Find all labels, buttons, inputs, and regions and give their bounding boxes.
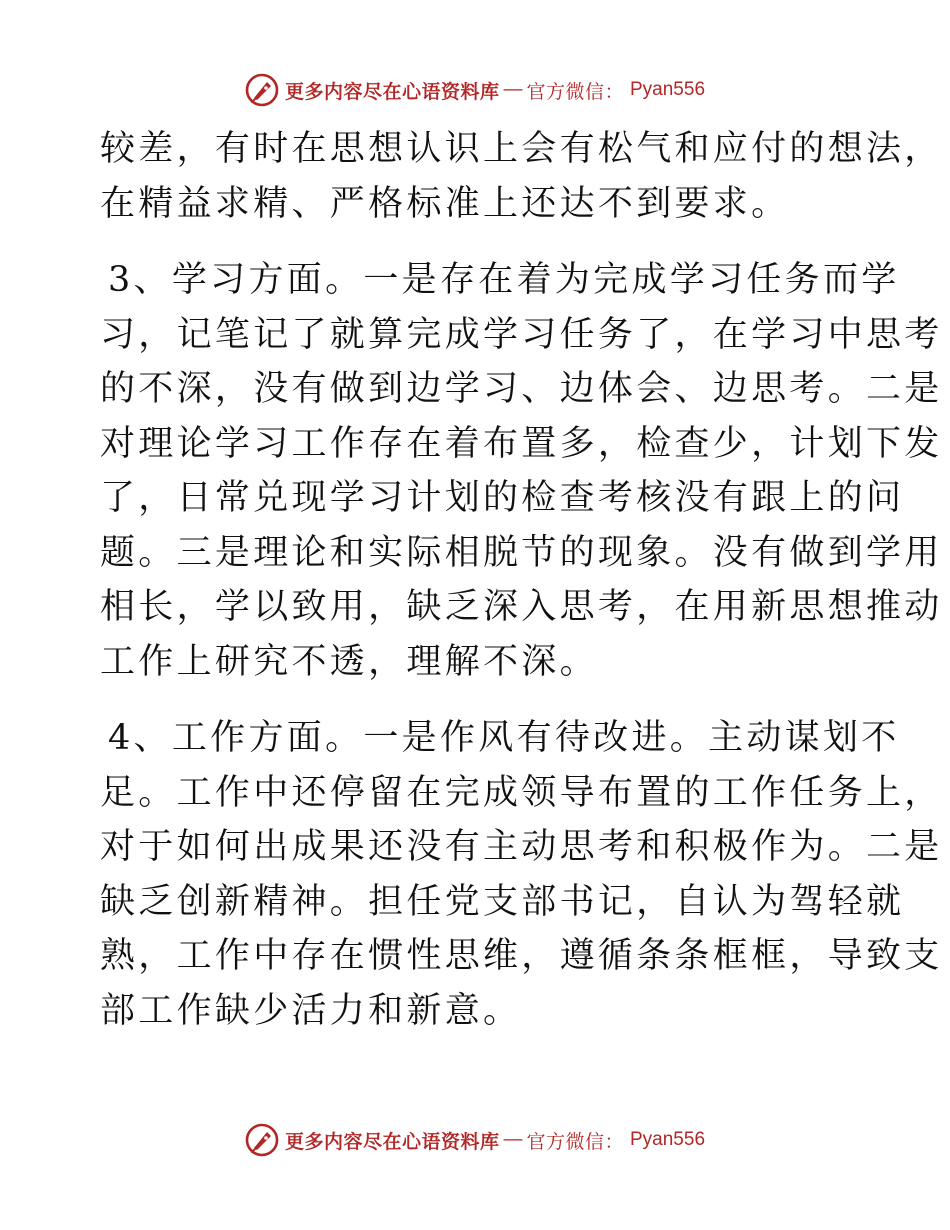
text-line: 的不深，没有做到边学习、边体会、边思考。二是 xyxy=(100,369,943,409)
wechat-id: Pyan556 xyxy=(630,79,706,100)
brand-text: 更多内容尽在心语资料库 xyxy=(284,80,500,103)
text-line: 了，日常兑现学习计划的检查考核没有跟上的问 xyxy=(100,478,905,518)
text-line: 对理论学习工作存在着布置多，检查少，计划下发 xyxy=(100,423,943,464)
text-line: 习，记笔记了就算完成学习任务了，在学习中思考 xyxy=(100,314,943,355)
text-line: 足。工作中还停留在完成领导布置的工作任务上， xyxy=(100,772,943,813)
text-line: 较差，有时在思想认识上会有松气和应付的想法， xyxy=(100,129,943,169)
text-line: 4、工作方面。一是作风有待改进。主动谋划不 xyxy=(108,718,900,758)
footer-banner xyxy=(0,1120,950,1160)
text-line: 熟，工作中存在惯性思维，遵循条条框框，导致支 xyxy=(100,936,943,976)
brand-text: 更多内容尽在心语资料库 xyxy=(284,1130,500,1153)
wechat-id: Pyan556 xyxy=(630,1129,706,1150)
text-line: 题。三是理论和实际相脱节的现象。没有做到学用 xyxy=(100,532,943,573)
document-body xyxy=(100,122,943,1038)
banner-dash: — xyxy=(503,1129,523,1150)
banner-dash: — xyxy=(503,79,523,100)
text-line: 对于如何出成果还没有主动思考和积极作为。二是 xyxy=(100,827,943,867)
header-banner xyxy=(0,70,950,110)
pen-nib-logo-icon xyxy=(245,73,279,107)
text-line: 工作上研究不透，理解不深。 xyxy=(100,641,598,682)
text-line: 相长，学以致用，缺乏深入思考，在用新思想推动 xyxy=(100,587,943,627)
pen-nib-logo-icon xyxy=(245,1123,279,1157)
wechat-label: 官方微信： xyxy=(526,80,624,103)
wechat-label: 官方微信： xyxy=(526,1130,624,1153)
text-line: 缺乏创新精神。担任党支部书记，自认为驾轻就 xyxy=(100,881,905,922)
paragraph-work xyxy=(100,711,943,1038)
paragraph-continuation xyxy=(100,122,943,231)
text-line: 部工作缺少活力和新意。 xyxy=(100,990,522,1031)
text-line: 在精益求精、严格标准上还达不到要求。 xyxy=(100,183,790,224)
paragraph-study xyxy=(100,253,943,689)
text-line: 3、学习方面。一是存在着为完成学习任务而学 xyxy=(108,260,900,300)
